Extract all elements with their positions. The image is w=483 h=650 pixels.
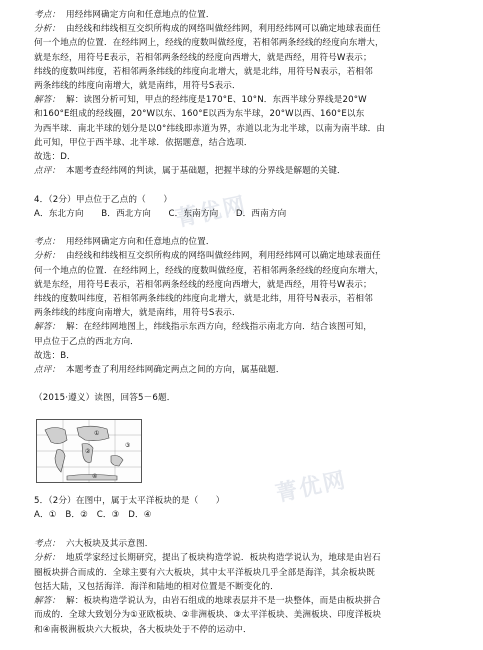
line-label: 考点： xyxy=(34,237,61,248)
line-text: 为西半球．南北半球的划分是以0°纬线即赤道为界，赤道以北为北半球，以南为南半球．由 xyxy=(34,123,386,134)
line-label: 考点： xyxy=(34,10,61,20)
text-line xyxy=(34,335,464,349)
plate-marker-4: ④ xyxy=(92,473,98,480)
line-text: 由经线和纬线相互交织所构成的网络叫做经纬网，利用经纬网可以确定地球表面任 xyxy=(66,251,381,262)
line-text: 和160°E组成的经线圈，20°W以东、160°E以西为东半球，20°W以西、160°E以东 xyxy=(34,109,365,120)
line-text: 解：读图分析可知，甲点的经纬度是170°E、10°N．东西半球分界线是20°W xyxy=(66,95,367,106)
line-text: 就是东经，用符号E表示，若相邻两条经线的经度向西增大，就是西经，用符号W表示； xyxy=(34,279,372,290)
line-text: 和④南极洲板块六大板块，各大板块处于不停的运动中． xyxy=(34,624,252,635)
line-text: 5．（2分）在图中，属于太平洋板块的是（ ） xyxy=(34,496,225,506)
world-plates-map xyxy=(36,419,142,483)
text-line xyxy=(34,249,464,263)
text-line xyxy=(34,93,464,107)
text-line xyxy=(34,508,464,522)
watermark: 菁优网 xyxy=(173,191,250,232)
line-label: 分析： xyxy=(34,24,61,35)
line-text: 两条纬线的纬度向南增大，就是南纬，用符号S表示． xyxy=(34,81,241,91)
line-text: 就是东经，用符号E表示，若相邻两条经线的经度向西增大，就是西经，用符号W表示； xyxy=(34,52,372,63)
text-line xyxy=(34,150,464,164)
text-line xyxy=(34,320,464,334)
line-label: 分析： xyxy=(34,553,61,564)
line-text: 纬线的度数叫纬度，若相邻两条纬线的纬度向北增大，就是北纬，用符号N表示，若相邻 xyxy=(34,294,373,304)
line-text: 地质学家经过长期研究，提出了板块构造学说．板块构造学说认为，地球是由岩石 xyxy=(66,553,381,564)
line-label: 考点： xyxy=(34,538,61,549)
text-line xyxy=(34,391,464,405)
line-text: 甲点位于乙点的西北方向． xyxy=(34,336,139,347)
line-text: 纬线的度数叫纬度，若相邻两条纬线的纬度向北增大，就是北纬，用符号N表示，若相邻 xyxy=(34,66,373,77)
line-text: 解：板块构造学说认为，由岩石组成的地球表层并不是一块整体，而是由板块拼合 xyxy=(66,596,381,607)
line-text: 两条纬线的纬度向南增大，就是南纬，用符号S表示． xyxy=(34,308,241,319)
line-text: 用经纬网确定方向和任意地点的位置． xyxy=(66,237,215,248)
text-line xyxy=(34,22,464,36)
text-line xyxy=(34,264,464,278)
line-label: 解答： xyxy=(34,322,61,333)
text-line xyxy=(34,51,464,65)
text-line xyxy=(34,494,464,508)
plate-marker-2: ② xyxy=(85,448,91,455)
line-text: 解：在经纬网地图上，纬线指示东西方向，经线指示南北方向．结合该图可知， xyxy=(66,322,373,333)
line-text: 何一个地点的位置．在经纬网上，经线的度数叫做经度，若相邻两条经线的经度向东增大， xyxy=(34,38,384,49)
text-line xyxy=(34,523,464,537)
text-line xyxy=(34,278,464,292)
text-line xyxy=(34,363,464,377)
line-label: 分析： xyxy=(34,251,61,262)
line-text: 由经线和纬线相互交织所构成的网络叫做经纬网，利用经纬网可以确定地球表面任 xyxy=(66,24,381,35)
text-line xyxy=(34,136,464,150)
line-text: 而成的．全球大致划分为①亚欧板块、②非洲板块、③太平洋板块、美洲板块、印度洋板块 xyxy=(34,610,382,621)
text-line xyxy=(34,608,464,622)
line-text: 何一个地点的位置．在经纬网上，经线的度数叫做经度，若相邻两条经线的经度向东增大， xyxy=(34,265,384,276)
text-line xyxy=(34,221,464,235)
line-text: 故选：B． xyxy=(34,350,76,361)
line-label: 点评： xyxy=(34,166,61,177)
line-text: 包括大陆，又包括海洋．海洋和陆地的相对位置是不断变化的． xyxy=(34,581,279,592)
text-line xyxy=(34,79,464,93)
text-line xyxy=(34,594,464,608)
text-line xyxy=(34,292,464,306)
world-map-image xyxy=(37,420,141,482)
plate-marker-3: ③ xyxy=(125,442,131,449)
line-label: 解答： xyxy=(34,95,61,106)
text-line xyxy=(34,580,464,594)
text-line xyxy=(34,36,464,50)
line-text: A．① B．② C．③ D．④ xyxy=(34,510,152,521)
text-line xyxy=(34,235,464,249)
line-text: 本题考查了利用经纬网确定两点之间的方向，属基础题． xyxy=(66,365,285,375)
text-line xyxy=(34,193,464,207)
text-line xyxy=(34,566,464,580)
line-text: 圈板块拼合而成的．全球主要有六大板块，其中太平洋板块几乎全部是海洋，其余板块既 xyxy=(34,567,376,578)
line-text: 六大板块及其示意图． xyxy=(66,538,154,549)
text-line xyxy=(34,551,464,565)
text-line xyxy=(34,207,464,221)
text-line xyxy=(34,349,464,363)
text-line xyxy=(34,164,464,178)
text-line xyxy=(34,377,464,391)
line-text: 此可知，甲位于西半球、北半球．依据题意，结合选项． xyxy=(34,137,253,148)
text-line xyxy=(34,623,464,637)
line-text: 4．（2分）甲点位于乙点的（ ） xyxy=(34,194,173,205)
text-line xyxy=(34,107,464,121)
text-line xyxy=(34,8,464,22)
line-text: 本题考查经纬网的判读，属于基础题，把握半球的分界线是解题的关键． xyxy=(66,166,346,177)
line-text: 用经纬网确定方向和任意地点的位置． xyxy=(66,10,215,20)
line-text: 故选：D． xyxy=(34,152,76,162)
text-line xyxy=(34,65,464,79)
line-text: （2015·遵义）读图，回答5－6题． xyxy=(34,393,176,404)
watermark: 菁优网 xyxy=(273,466,350,507)
text-line xyxy=(34,537,464,551)
line-label: 点评： xyxy=(34,365,61,375)
line-label: 解答： xyxy=(34,596,61,607)
text-line xyxy=(34,178,464,192)
text-line xyxy=(34,122,464,136)
text-line xyxy=(34,306,464,320)
line-text: A．东北方向 B．西北方向 C．东南方向 D．西南方向 xyxy=(34,208,287,219)
plate-marker-1: ① xyxy=(94,430,100,437)
